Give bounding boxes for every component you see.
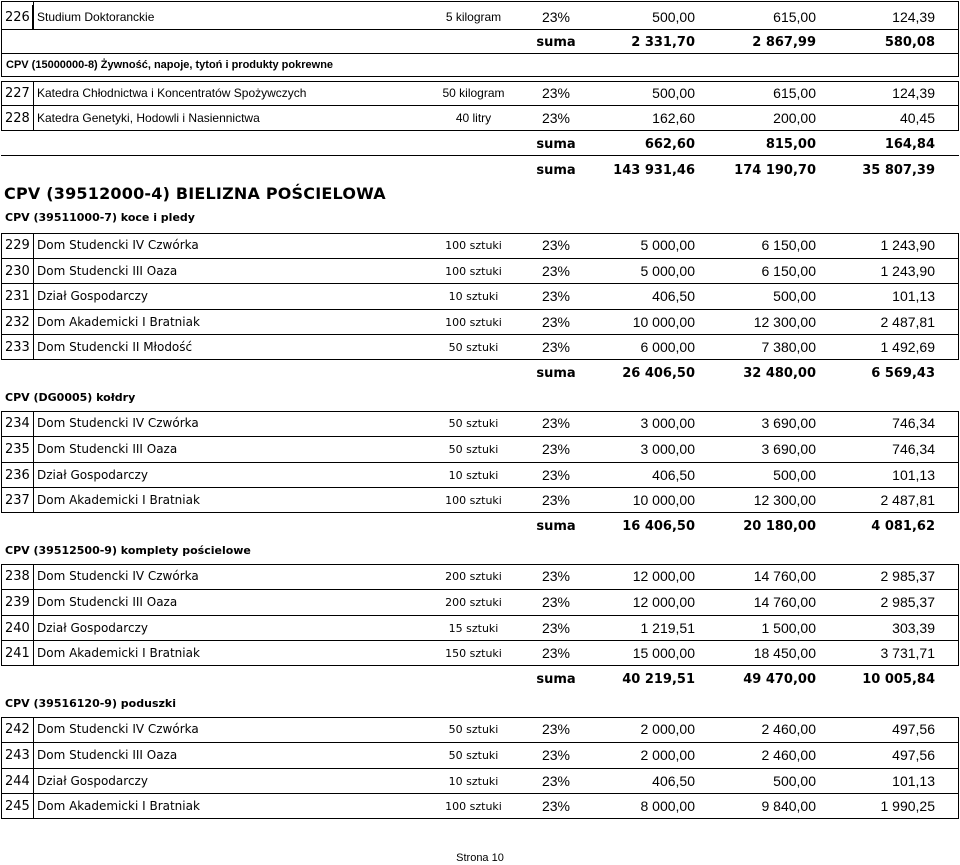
cpv-heading-poduszki: CPV (39516120-9) poduszki: [5, 697, 176, 710]
row-net: 2 000,00: [640, 721, 695, 737]
table-row: [1, 564, 959, 588]
row-name: Dział Gospodarczy: [37, 774, 148, 788]
row-vat: 23%: [541, 415, 571, 431]
row-name: Dom Studencki IV Czwórka: [37, 722, 199, 736]
row-name: Dom Akademicki I Bratniak: [37, 493, 200, 507]
row-tax: 2 985,37: [880, 568, 935, 584]
row-vat: 23%: [541, 441, 571, 457]
row-number: 239: [5, 594, 30, 610]
row-gross: 14 760,00: [753, 568, 816, 584]
row-number: 237: [5, 492, 30, 508]
row-quantity: 10 sztuki: [448, 468, 499, 482]
table-row: [1, 769, 959, 793]
table-row: [1, 616, 959, 640]
row-number: 230: [5, 263, 30, 279]
sum-row: [1, 514, 959, 538]
row-vat: 23%: [541, 288, 571, 304]
row-quantity: 100 sztuki: [445, 238, 502, 252]
row-tax: 1 243,90: [880, 263, 935, 279]
sum-row: [1, 361, 959, 385]
row-net: 2 000,00: [640, 747, 695, 763]
row-gross: 500,00: [773, 288, 816, 304]
row-number: 234: [5, 415, 30, 431]
row-tax: 3 731,71: [880, 645, 935, 661]
table-row: [1, 488, 959, 512]
row-quantity: 40 litry: [455, 111, 492, 125]
row-quantity: 100 sztuki: [445, 493, 502, 507]
row-number: 243: [5, 747, 30, 763]
row-net: 3 000,00: [640, 441, 695, 457]
table-row: [1, 284, 959, 308]
column-divider: [33, 1, 34, 29]
row-number: 231: [5, 288, 30, 304]
table-row: [1, 590, 959, 614]
row-tax: 2 487,81: [880, 314, 935, 330]
row-number: 228: [5, 110, 30, 126]
row-tax: 124,39: [892, 85, 935, 101]
row-net: 1 219,51: [640, 620, 695, 636]
row-quantity: 10 sztuki: [448, 774, 499, 788]
row-net: 6 000,00: [640, 339, 695, 355]
row-quantity: 100 sztuki: [445, 315, 502, 329]
sum-gross: 2 867,99: [752, 34, 816, 50]
row-vat: 23%: [541, 314, 571, 330]
sum-gross: 815,00: [765, 136, 816, 152]
row-name: Katedra Genetyki, Hodowli i Nasiennictwa: [37, 111, 260, 125]
row-tax: 124,39: [892, 9, 935, 25]
row-name: Studium Doktoranckie: [37, 10, 155, 24]
sum-row-total: [1, 158, 959, 182]
row-vat: 23%: [541, 798, 571, 814]
row-quantity: 50 sztuki: [448, 748, 499, 762]
row-number: 241: [5, 645, 30, 661]
row-net: 8 000,00: [640, 798, 695, 814]
table-row: [1, 335, 959, 359]
sum-tax: 35 807,39: [862, 162, 935, 178]
sum-net: 143 931,46: [613, 162, 695, 178]
row-net: 406,50: [652, 288, 695, 304]
row-vat: 23%: [541, 773, 571, 789]
sum-row: [1, 132, 959, 156]
row-tax: 746,34: [892, 441, 935, 457]
row-quantity: 50 sztuki: [448, 722, 499, 736]
row-net: 10 000,00: [632, 492, 695, 508]
row-net: 3 000,00: [640, 415, 695, 431]
row-gross: 18 450,00: [753, 645, 816, 661]
row-tax: 40,45: [899, 110, 935, 126]
row-vat: 23%: [541, 747, 571, 763]
table-row: [1, 794, 959, 818]
row-quantity: 15 sztuki: [448, 621, 499, 635]
row-net: 5 000,00: [640, 263, 695, 279]
table-row: [1, 5, 959, 29]
row-tax: 101,13: [892, 467, 935, 483]
sum-gross: 49 470,00: [743, 671, 816, 687]
sum-label: suma: [536, 162, 576, 178]
row-number: 238: [5, 568, 30, 584]
sum-gross: 32 480,00: [743, 365, 816, 381]
row-tax: 1 243,90: [880, 237, 935, 253]
sum-label: suma: [536, 365, 576, 381]
row-gross: 6 150,00: [761, 237, 816, 253]
row-quantity: 150 sztuki: [445, 646, 502, 660]
row-tax: 2 985,37: [880, 594, 935, 610]
table-row: [1, 310, 959, 334]
row-vat: 23%: [541, 263, 571, 279]
row-gross: 7 380,00: [761, 339, 816, 355]
sum-gross: 20 180,00: [743, 518, 816, 534]
row-quantity: 50 sztuki: [448, 442, 499, 456]
row-net: 406,50: [652, 467, 695, 483]
row-net: 5 000,00: [640, 237, 695, 253]
row-vat: 23%: [541, 85, 571, 101]
row-quantity: 100 sztuki: [445, 264, 502, 278]
cpv-heading-main: CPV (39512000-4) BIELIZNA POŚCIELOWA: [4, 184, 386, 203]
row-number: 226: [1, 5, 33, 29]
sum-row: [1, 30, 959, 54]
row-net: 500,00: [652, 9, 695, 25]
row-name: Dom Studencki IV Czwórka: [37, 238, 199, 252]
row-number: 242: [5, 721, 30, 737]
row-name: Dom Studencki III Oaza: [37, 748, 178, 762]
row-number: 233: [5, 339, 30, 355]
row-name: Dom Studencki III Oaza: [37, 442, 178, 456]
row-name: Dział Gospodarczy: [37, 289, 148, 303]
row-vat: 23%: [541, 237, 571, 253]
row-tax: 101,13: [892, 288, 935, 304]
row-quantity: 200 sztuki: [445, 595, 502, 609]
table-row: [1, 717, 959, 741]
row-vat: 23%: [541, 492, 571, 508]
sum-tax: 10 005,84: [862, 671, 935, 687]
sum-net: 662,60: [644, 136, 695, 152]
row-gross: 12 300,00: [753, 492, 816, 508]
table-row: [1, 743, 959, 767]
row-quantity: 50 sztuki: [448, 340, 499, 354]
table-row: [1, 106, 959, 130]
table-row: [1, 641, 959, 665]
row-tax: 101,13: [892, 773, 935, 789]
row-name: Dział Gospodarczy: [37, 468, 148, 482]
row-gross: 2 460,00: [761, 721, 816, 737]
row-number: 240: [5, 620, 30, 636]
row-tax: 2 487,81: [880, 492, 935, 508]
row-vat: 23%: [541, 568, 571, 584]
row-gross: 2 460,00: [761, 747, 816, 763]
row-net: 406,50: [652, 773, 695, 789]
row-name: Dom Studencki III Oaza: [37, 595, 178, 609]
row-quantity: 50 kilogram: [442, 86, 505, 100]
row-tax: 1 492,69: [880, 339, 935, 355]
row-tax: 497,56: [892, 747, 935, 763]
cpv-heading-koce: CPV (39511000-7) koce i pledy: [5, 211, 195, 224]
sum-net: 2 331,70: [631, 34, 695, 50]
page-number: Strona 10: [456, 852, 504, 864]
row-vat: 23%: [541, 467, 571, 483]
row-gross: 500,00: [773, 467, 816, 483]
row-gross: 14 760,00: [753, 594, 816, 610]
row-number: 235: [5, 441, 30, 457]
row-name: Dom Akademicki I Bratniak: [37, 799, 200, 813]
row-quantity: 200 sztuki: [445, 569, 502, 583]
row-vat: 23%: [541, 339, 571, 355]
row-gross: 615,00: [773, 85, 816, 101]
row-net: 12 000,00: [632, 568, 695, 584]
row-number: 227: [5, 85, 30, 101]
row-quantity: 50 sztuki: [448, 416, 499, 430]
row-tax: 1 990,25: [880, 798, 935, 814]
table-row: [1, 437, 959, 461]
row-net: 162,60: [652, 110, 695, 126]
row-vat: 23%: [541, 9, 571, 25]
table-row: [1, 463, 959, 487]
row-tax: 303,39: [892, 620, 935, 636]
row-tax: 497,56: [892, 721, 935, 737]
row-tax: 746,34: [892, 415, 935, 431]
row-vat: 23%: [541, 110, 571, 126]
table-row: [1, 81, 959, 105]
row-vat: 23%: [541, 594, 571, 610]
row-quantity: 10 sztuki: [448, 289, 499, 303]
row-number: 229: [5, 237, 30, 253]
row-quantity: 5 kilogram: [445, 10, 502, 24]
sum-tax: 164,84: [884, 136, 935, 152]
row-name: Katedra Chłodnictwa i Koncentratów Spożywczych: [37, 86, 307, 100]
row-vat: 23%: [541, 645, 571, 661]
sum-label: suma: [536, 671, 576, 687]
row-gross: 3 690,00: [761, 441, 816, 457]
sum-net: 16 406,50: [622, 518, 695, 534]
table-row: [1, 411, 959, 435]
row-gross: 6 150,00: [761, 263, 816, 279]
table-row: [1, 259, 959, 283]
row-number: 244: [5, 773, 30, 789]
sum-label: suma: [536, 136, 576, 152]
cpv-heading-komplety: CPV (39512500-9) komplety pościelowe: [5, 544, 251, 557]
row-number: 245: [5, 798, 30, 814]
row-name: Dom Akademicki I Bratniak: [37, 646, 200, 660]
row-net: 10 000,00: [632, 314, 695, 330]
sum-gross: 174 190,70: [734, 162, 816, 178]
row-number: 236: [5, 467, 30, 483]
row-vat: 23%: [541, 620, 571, 636]
sum-net: 40 219,51: [622, 671, 695, 687]
cpv-heading-koldry: CPV (DG0005) kołdry: [5, 391, 136, 404]
row-name: Dom Studencki IV Czwórka: [37, 416, 199, 430]
table-row: [1, 233, 959, 257]
row-number: 232: [5, 314, 30, 330]
cpv-heading-food: CPV (15000000-8) Żywność, napoje, tytoń i produkty pokrewne: [6, 59, 334, 71]
row-name: Dom Studencki IV Czwórka: [37, 569, 199, 583]
row-gross: 615,00: [773, 9, 816, 25]
row-name: Dom Studencki II Młodość: [37, 340, 193, 354]
row-gross: 3 690,00: [761, 415, 816, 431]
sum-label: suma: [536, 34, 576, 50]
row-net: 500,00: [652, 85, 695, 101]
sum-net: 26 406,50: [622, 365, 695, 381]
row-gross: 500,00: [773, 773, 816, 789]
row-net: 12 000,00: [632, 594, 695, 610]
row-name: Dom Studencki III Oaza: [37, 264, 178, 278]
row-gross: 1 500,00: [761, 620, 816, 636]
sum-tax: 580,08: [884, 34, 935, 50]
sum-label: suma: [536, 518, 576, 534]
sum-tax: 4 081,62: [871, 518, 935, 534]
row-quantity: 100 sztuki: [445, 799, 502, 813]
sum-row: [1, 667, 959, 691]
row-gross: 12 300,00: [753, 314, 816, 330]
sum-tax: 6 569,43: [871, 365, 935, 381]
row-vat: 23%: [541, 721, 571, 737]
row-name: Dział Gospodarczy: [37, 621, 148, 635]
row-name: Dom Akademicki I Bratniak: [37, 315, 200, 329]
row-net: 15 000,00: [632, 645, 695, 661]
row-gross: 200,00: [773, 110, 816, 126]
row-gross: 9 840,00: [761, 798, 816, 814]
